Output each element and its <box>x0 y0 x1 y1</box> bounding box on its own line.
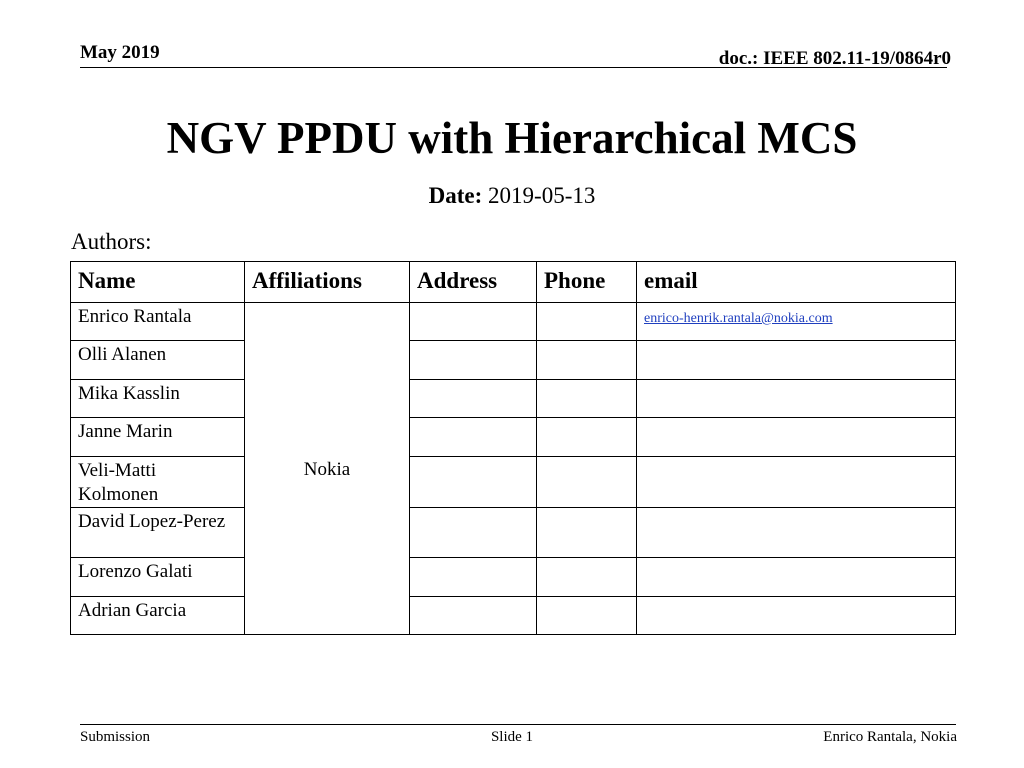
email-link[interactable]: enrico-henrik.rantala@nokia.com <box>644 311 833 326</box>
affiliation-cell: Nokia <box>245 303 410 635</box>
email-cell <box>637 303 956 341</box>
header-address: Address <box>410 262 537 303</box>
author-name: David Lopez-Perez <box>71 508 245 558</box>
footer-divider <box>80 724 956 725</box>
header-name: Name <box>71 262 245 303</box>
footer-author: Enrico Rantala, Nokia <box>823 729 957 745</box>
header-doc-id: doc.: IEEE 802.11-19/0864r0 <box>718 48 951 69</box>
author-name: Veli-Matti Kolmonen <box>71 457 245 508</box>
email-cell <box>637 508 956 558</box>
date-label: Date: <box>428 183 483 208</box>
header-date: May 2019 <box>80 42 160 63</box>
email-cell <box>637 418 956 457</box>
header-email: email <box>637 262 956 303</box>
author-name: Lorenzo Galati <box>71 558 245 597</box>
phone-cell <box>537 457 637 508</box>
email-cell <box>637 597 956 635</box>
table-row <box>71 341 956 380</box>
address-cell <box>410 380 537 418</box>
phone-cell <box>537 380 637 418</box>
table-row <box>71 303 956 341</box>
slide-title: NGV PPDU with Hierarchical MCS <box>166 113 858 163</box>
email-cell <box>637 558 956 597</box>
authors-table <box>70 261 956 635</box>
address-cell <box>410 341 537 380</box>
phone-cell <box>537 558 637 597</box>
author-name: Olli Alanen <box>71 341 245 380</box>
address-cell <box>410 457 537 508</box>
phone-cell <box>537 303 637 341</box>
date-value: 2019-05-13 <box>488 183 596 208</box>
author-name: Mika Kasslin <box>71 380 245 418</box>
date-line <box>0 182 1024 210</box>
footer-slide-number: Slide 1 <box>490 729 534 745</box>
address-cell <box>410 303 537 341</box>
table-row <box>71 558 956 597</box>
phone-cell <box>537 341 637 380</box>
phone-cell <box>537 508 637 558</box>
email-cell <box>637 341 956 380</box>
address-cell <box>410 418 537 457</box>
address-cell <box>410 597 537 635</box>
author-name: Janne Marin <box>71 418 245 457</box>
header-affiliations: Affiliations <box>245 262 410 303</box>
address-cell <box>410 508 537 558</box>
table-row <box>71 508 956 558</box>
table-row <box>71 457 956 508</box>
header-phone: Phone <box>537 262 637 303</box>
address-cell <box>410 558 537 597</box>
author-name: Adrian Garcia <box>71 597 245 635</box>
email-cell <box>637 380 956 418</box>
footer-submission: Submission <box>80 729 151 745</box>
table-row <box>71 418 956 457</box>
author-name: Enrico Rantala <box>71 303 245 341</box>
table-row <box>71 380 956 418</box>
email-cell <box>637 457 956 508</box>
header-divider <box>80 67 947 68</box>
authors-label: Authors: <box>71 229 152 254</box>
phone-cell <box>537 418 637 457</box>
phone-cell <box>537 597 637 635</box>
table-row <box>71 597 956 635</box>
table-header-row <box>71 262 956 303</box>
